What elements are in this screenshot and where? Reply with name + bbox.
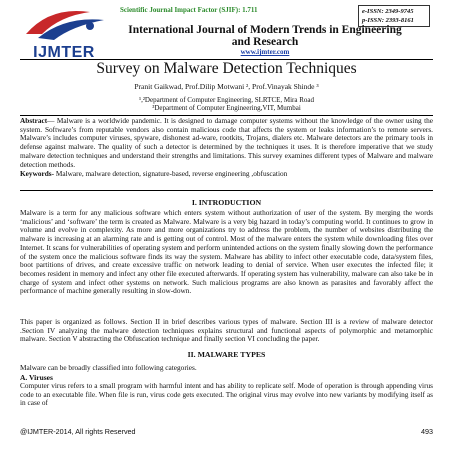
affiliation-1: ¹,²Department of Computer Engineering, SLRTCE, Mira Road <box>138 96 315 104</box>
eissn: e-ISSN: 2349-9745 <box>362 8 414 15</box>
abstract-label: Abstract <box>20 116 48 125</box>
keywords-text: Malware, malware detection, signature-based, reverse engineering ,obfuscation <box>54 169 288 179</box>
viruses-text: Computer virus refers to a small program with harmful intent and has ability to replicate self. Mode of operation is through appending virus code to an executable file. When file is run, virus code gets executed. The original virus may evolve into new variants by modifying itself as in case of <box>20 381 433 408</box>
introduction-paragraph-2 <box>20 318 433 344</box>
keywords-label: Keywords- <box>20 169 55 179</box>
abstract-rule-bottom <box>20 190 433 191</box>
malware-types-intro: Malware can be broadly classified into following categories. <box>20 363 197 372</box>
journal-url[interactable]: www.ijmter.com <box>240 48 290 56</box>
affiliation-2: ³Department of Computer Engineering,VIT, Mumbai <box>152 104 301 112</box>
page-footer <box>20 427 433 436</box>
section-introduction-heading: I. INTRODUCTION <box>191 198 262 207</box>
introduction-paragraph-1 <box>20 209 433 296</box>
viruses-paragraph <box>20 382 433 408</box>
introduction-text-1: Malware is a term for any malicious software which enters system without authorization of user of the system. By merging the words ‘malicious’ and ‘software’ the term is created as Malware. Malware is a very big hazard in today’s computing world. It continues to grow in volume and evolve in complexity. As more and more organizations try to address the problem, the number of websites distributing the malware is increasing at an alarming rate and is getting out of control. Most of the malware enters the system while downloading files over Internet. It scans for vulnerabilities of operating system and perform unintended actions on the system finally slowing down the performance of the system once the malicious software finds its way the system. Malware has ability to infect other executable code, data/system files, boot partitions of drives, and create excessive traffic on network leading to denial of service. When user executes the infected file; it becomes resident in memory and infect any other file executed afterwards. If operating system has vulnerability, malware can also take be in charge of system and infect other systems on network. Such malicious programs are also known as parasites and favorably affect the performance of machine generally resulting in slow-down. <box>20 208 433 296</box>
footer-page-number: 493 <box>421 427 433 436</box>
subsection-viruses-heading: A. Viruses <box>20 373 53 382</box>
paper-authors: Pranit Gaikwad, Prof.Dilip Motwani ², Prof.Vinayak Shinde ³ <box>134 82 319 91</box>
journal-name <box>110 24 420 48</box>
section-malware-types-heading: II. MALWARE TYPES <box>187 350 266 359</box>
paper-title: Survey on Malware Detection Techniques <box>96 60 357 77</box>
logo-text: IJMTER <box>33 44 95 61</box>
impact-factor: Scientific Journal Impact Factor (SJIF): 1.711 <box>120 6 258 14</box>
logo-dot <box>86 22 94 30</box>
journal-name-line1: International Journal of Modern Trends in Engineering <box>128 24 402 36</box>
footer-copyright: @IJMTER-2014, All rights Reserved <box>20 427 136 436</box>
journal-name-line2: and Research <box>231 36 299 48</box>
pissn: p-ISSN: 2393-8161 <box>362 17 414 24</box>
abstract-text: — Malware is a worldwide pandemic. It is designed to damage computer systems without the knowledge of the owner using the system. Software’s from reputable vendors also contain malicious code that affects the system or leaks information’s to remote servers. Malware’s includes computer viruses, spyware, dishonest ad-ware, rootkits, Trojans, dialers etc. Malware detectors are the primary tools in defense against malware. The quality of such a detector is determined by the techniques it uses. It is therefore imperative that we study malware detection techniques and understand their strengths and limitations. This survey examines different types of Malware and malware detection methods. <box>20 116 433 169</box>
introduction-text-2: This paper is organized as follows. Section II in brief describes various types of malware. Section III is a review of malware detector .Section IV analyzing the malware detection techniques explains structural and functional aspects of polymorphic and metamorphic malware. Section V abstracting the Obfuscation technique and finally section VI concluding the paper. <box>20 317 433 344</box>
abstract <box>20 117 433 179</box>
